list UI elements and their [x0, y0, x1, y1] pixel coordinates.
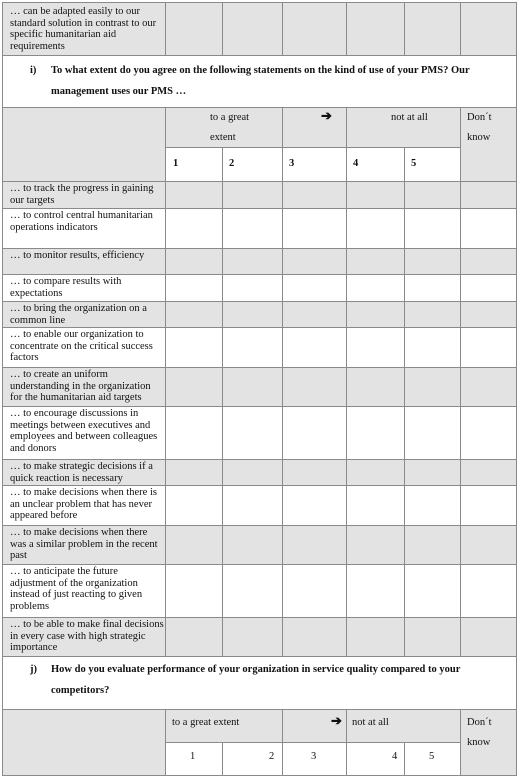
answer-cell-5[interactable] [404, 274, 461, 302]
statement-label-cell [2, 367, 166, 407]
statement-text: … to make decisions when there is an unclear problem that has never appeared before [10, 487, 157, 521]
answer-cell-2[interactable] [222, 367, 283, 407]
answer-cell-4[interactable] [346, 181, 405, 209]
dont-know-cell[interactable] [460, 274, 517, 302]
question-i-text: To what extent do you agree on the following statements on the kind of use of your PMS? Our management uses our PMS … [51, 65, 470, 97]
answer-cell-1[interactable] [165, 208, 223, 249]
answer-cell-5[interactable] [404, 208, 461, 249]
answer-cell-4[interactable] [346, 274, 405, 302]
answer-cell-2[interactable] [222, 181, 283, 209]
answer-cell-2[interactable] [222, 564, 283, 618]
dont-know-cell[interactable] [460, 406, 517, 460]
answer-cell-5[interactable] [404, 564, 461, 618]
question-i-arrow-cell [282, 107, 347, 148]
dont-know-cell[interactable] [460, 367, 517, 407]
answer-cell-1[interactable] [165, 367, 223, 407]
answer-cell-5[interactable] [404, 406, 461, 460]
dont-know-cell[interactable] [460, 459, 517, 486]
statement-label-cell [2, 525, 166, 565]
answer-cell-2[interactable] [222, 248, 283, 275]
statement-label-cell [2, 327, 166, 368]
question-j-scale-right-cell [346, 709, 461, 743]
scale-number-cell[interactable] [222, 742, 283, 776]
answer-cell-5[interactable] [404, 301, 461, 328]
dont-know-cell[interactable] [460, 301, 517, 328]
answer-cell-2[interactable] [222, 301, 283, 328]
answer-cell-5[interactable] [404, 248, 461, 275]
scale-number-cell [165, 147, 223, 182]
dont-know-label: Don´t know [467, 717, 492, 748]
scale-number: 3 [289, 158, 295, 169]
scale-number-cell[interactable] [404, 742, 461, 776]
statement-text: … to make strategic decisions if a quick reaction is necessary [10, 461, 153, 484]
answer-cell-1[interactable] [165, 327, 223, 368]
dont-know-cell[interactable] [460, 564, 517, 618]
answer-cell-2[interactable] [222, 274, 283, 302]
question-i-scale-left-cell [165, 107, 283, 148]
answer-cell-1[interactable] [165, 617, 223, 657]
question-j-arrow-cell [282, 709, 347, 743]
dont-know-cell[interactable] [460, 248, 517, 275]
answer-cell-4[interactable] [346, 485, 405, 526]
question-i-header-blank [2, 107, 166, 182]
answer-cell-1[interactable] [165, 248, 223, 275]
answer-cell-2[interactable] [222, 617, 283, 657]
scale-number: 4 [392, 751, 398, 762]
answer-cell-1[interactable] [165, 181, 223, 209]
statement-text: … to anticipate the future adjustment of the organization instead of just reacting to given problems [10, 566, 143, 612]
statement-label-cell [2, 564, 166, 618]
question-j-letter: j) [30, 664, 37, 675]
scale-number-cell[interactable] [282, 742, 347, 776]
question-i-scale-right-cell [346, 107, 461, 148]
dont-know-label: Don´t know [467, 112, 492, 143]
answer-cell-3[interactable] [282, 485, 347, 526]
question-j-box [2, 656, 517, 710]
scale-number: 3 [311, 751, 317, 762]
answer-cell-4[interactable] [346, 459, 405, 486]
answer-cell-5[interactable] [404, 181, 461, 209]
top-row-label-cell [2, 2, 166, 56]
scale-right-label: not at all [352, 717, 389, 728]
answer-cell-3[interactable] [282, 181, 347, 209]
statement-text: … to control central humanitarian operations indicators [10, 210, 153, 233]
statement-text: … to make decisions when there was a similar problem in the recent past [10, 527, 158, 561]
answer-cell-5[interactable] [404, 617, 461, 657]
question-j-scale-left-cell [165, 709, 283, 743]
answer-cell-4[interactable] [346, 301, 405, 328]
arrow-right-icon: ➔ [321, 108, 332, 123]
answer-cell-4[interactable] [346, 564, 405, 618]
answer-cell-3[interactable] [282, 367, 347, 407]
scale-right-label: not at all [391, 112, 428, 123]
answer-cell-1[interactable] [165, 459, 223, 486]
scale-number-cell [222, 147, 283, 182]
statement-text: … to enable our organization to concentrate on the critical success factors [10, 329, 153, 363]
answer-cell-4[interactable] [346, 367, 405, 407]
answer-cell-1[interactable] [165, 301, 223, 328]
answer-cell-1[interactable] [165, 564, 223, 618]
dont-know-cell[interactable] [460, 485, 517, 526]
top-row-cell-2[interactable] [222, 2, 283, 56]
scale-number-cell [346, 147, 405, 182]
answer-cell-3[interactable] [282, 564, 347, 618]
statement-label-cell [2, 181, 166, 209]
top-row-cell-3[interactable] [282, 2, 347, 56]
answer-cell-1[interactable] [165, 485, 223, 526]
question-i-letter: i) [30, 65, 37, 76]
answer-cell-5[interactable] [404, 525, 461, 565]
scale-number-cell[interactable] [165, 742, 223, 776]
top-row-dont-know-cell[interactable] [460, 2, 517, 56]
question-i-box [2, 55, 517, 108]
question-j-header-blank [2, 709, 166, 776]
statement-label-cell [2, 406, 166, 460]
statement-label-cell [2, 208, 166, 249]
statement-text: … to compare results with expectations [10, 276, 122, 299]
answer-cell-4[interactable] [346, 208, 405, 249]
answer-cell-2[interactable] [222, 525, 283, 565]
statement-text: … to encourage discussions in meetings between executives and employees and between colleagues and donors [10, 408, 158, 454]
answer-cell-3[interactable] [282, 525, 347, 565]
statement-text: … to track the progress in gaining our targets [10, 183, 154, 206]
answer-cell-2[interactable] [222, 406, 283, 460]
answer-cell-5[interactable] [404, 367, 461, 407]
answer-cell-4[interactable] [346, 327, 405, 368]
dont-know-cell[interactable] [460, 525, 517, 565]
answer-cell-5[interactable] [404, 485, 461, 526]
statement-text: … to monitor results, efficiency [10, 250, 145, 261]
arrow-right-icon: ➔ [331, 713, 342, 728]
dont-know-cell[interactable] [460, 208, 517, 249]
scale-left-label: to a great extent [172, 717, 240, 728]
answer-cell-3[interactable] [282, 301, 347, 328]
top-row-cell-5[interactable] [404, 2, 461, 56]
row-label: … can be adapted easily to our standard solution in contrast to our specific humanitarian aid requirements [10, 6, 157, 52]
statement-label-cell [2, 274, 166, 302]
dont-know-cell[interactable] [460, 327, 517, 368]
answer-cell-1[interactable] [165, 525, 223, 565]
statement-label-cell [2, 617, 166, 657]
answer-cell-3[interactable] [282, 406, 347, 460]
scale-number: 1 [190, 751, 196, 762]
question-j-dont-know-header [460, 709, 517, 776]
answer-cell-3[interactable] [282, 248, 347, 275]
statement-label-cell [2, 248, 166, 275]
scale-number: 2 [269, 751, 275, 762]
scale-number-cell [404, 147, 461, 182]
top-row-cell-4[interactable] [346, 2, 405, 56]
answer-cell-4[interactable] [346, 525, 405, 565]
question-j-text: How do you evaluate performance of your organization in service quality compared to your competitors? [51, 664, 461, 696]
dont-know-cell[interactable] [460, 181, 517, 209]
answer-cell-2[interactable] [222, 459, 283, 486]
answer-cell-3[interactable] [282, 327, 347, 368]
answer-cell-4[interactable] [346, 617, 405, 657]
statement-label-cell [2, 485, 166, 526]
answer-cell-5[interactable] [404, 327, 461, 368]
answer-cell-3[interactable] [282, 274, 347, 302]
scale-number-cell [282, 147, 347, 182]
answer-cell-3[interactable] [282, 617, 347, 657]
answer-cell-2[interactable] [222, 208, 283, 249]
scale-left-label: to a great extent [210, 112, 250, 143]
answer-cell-4[interactable] [346, 406, 405, 460]
scale-number: 5 [429, 751, 435, 762]
statement-label-cell [2, 459, 166, 486]
answer-cell-1[interactable] [165, 406, 223, 460]
statement-text: … to be able to make final decisions in every case with high strategic importance [10, 619, 164, 653]
dont-know-cell[interactable] [460, 617, 517, 657]
top-row-cell-1[interactable] [165, 2, 223, 56]
scale-number: 5 [411, 158, 417, 169]
answer-cell-3[interactable] [282, 459, 347, 486]
statement-text: … to bring the organization on a common line [10, 303, 147, 326]
scale-number: 4 [353, 158, 359, 169]
answer-cell-3[interactable] [282, 208, 347, 249]
scale-number-cell[interactable] [346, 742, 405, 776]
answer-cell-4[interactable] [346, 248, 405, 275]
statement-label-cell [2, 301, 166, 328]
question-i-dont-know-header [460, 107, 517, 182]
scale-number: 1 [173, 158, 179, 169]
answer-cell-1[interactable] [165, 274, 223, 302]
answer-cell-2[interactable] [222, 485, 283, 526]
answer-cell-2[interactable] [222, 327, 283, 368]
scale-number: 2 [229, 158, 235, 169]
statement-text: … to create an uniform understanding in the organization for the humanitarian aid targets [10, 369, 151, 403]
answer-cell-5[interactable] [404, 459, 461, 486]
